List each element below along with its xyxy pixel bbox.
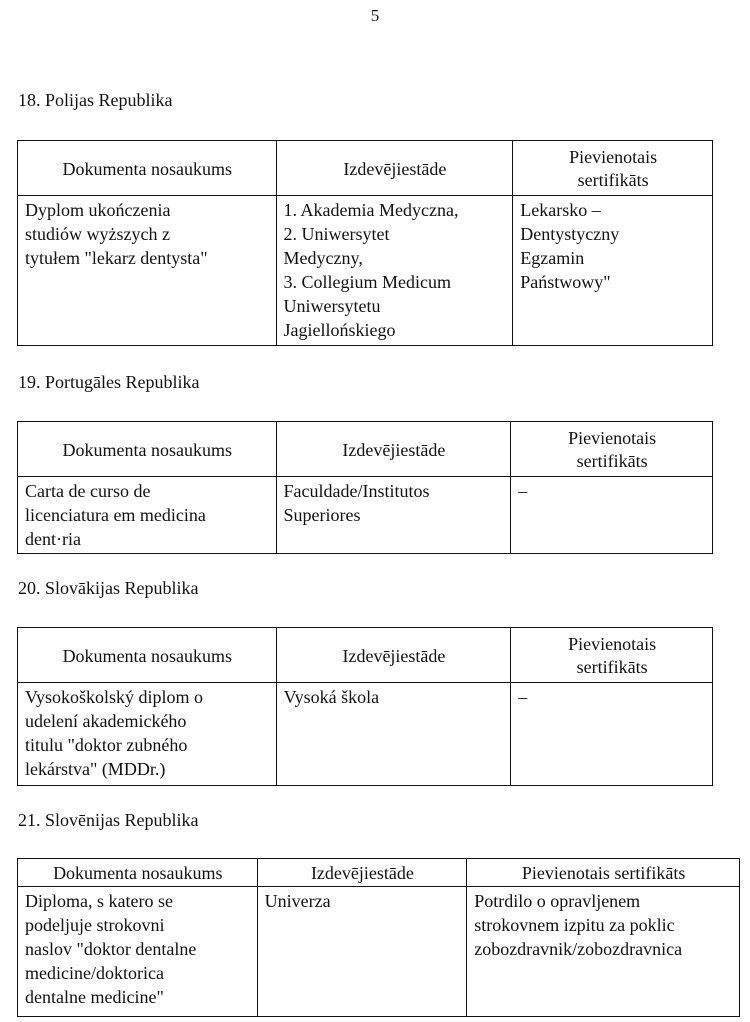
cell-line: Carta de curso de [25, 481, 151, 501]
cell-certificate [511, 477, 713, 554]
section-title-portugal: 19. Portugāles Republika [18, 372, 200, 392]
cell-line: zobozdravnik/zobozdravnica [474, 939, 683, 959]
section-title-slovakia: 20. Slovākijas Republika [18, 578, 199, 598]
cell-document-name [18, 887, 258, 1017]
table-row [18, 196, 713, 346]
page-number: 5 [370, 6, 380, 25]
table-row [18, 683, 713, 786]
cell-line: udelení akademického [25, 711, 187, 731]
cell-line: Vysoká škola [283, 687, 380, 707]
header-issuer: Izdevējiestāde [276, 141, 513, 196]
header-certificate: Pievienotais sertifikāts [467, 859, 740, 887]
cell-line: 3. Collegium Medicum [283, 272, 452, 292]
table-row [18, 887, 740, 1017]
header-certificate-line: Pievienotais [568, 634, 657, 654]
header-certificate [511, 422, 713, 477]
cell-line: Dentystyczny [520, 224, 620, 244]
cell-line: Medyczny, [283, 248, 363, 268]
cell-line: Univerza [264, 891, 331, 911]
header-certificate [511, 628, 713, 683]
header-certificate-line: Pievienotais [568, 428, 657, 448]
cell-issuer [276, 683, 511, 786]
cell-line: medicine/doktorica [25, 963, 164, 983]
cell-line: dentalne medicine" [25, 987, 164, 1007]
cell-certificate [513, 196, 713, 346]
cell-line: podeljuje strokovni [25, 915, 165, 935]
header-issuer: Izdevējiestāde [276, 628, 511, 683]
section-title-slovenia: 21. Slovēnijas Republika [18, 810, 199, 830]
cell-line: 1. Akademia Medyczna, [283, 200, 459, 220]
cell-line: Uniwersytetu [283, 296, 381, 316]
table-header-row [18, 141, 713, 196]
cell-document-name [18, 196, 277, 346]
header-certificate-line: sertifikāts [576, 657, 648, 677]
cell-line: – [518, 481, 528, 501]
document-table-slovakia [17, 627, 713, 786]
table-header-row [18, 628, 713, 683]
cell-line: Vysokoškolský diplom o [25, 687, 204, 707]
cell-line: Egzamin [520, 248, 585, 268]
cell-line: licenciatura em medicina [25, 505, 206, 525]
cell-line: studiów wyższych z [25, 224, 170, 244]
cell-issuer [276, 196, 513, 346]
document-table-slovenia [17, 858, 740, 1017]
header-document-name: Dokumenta nosaukums [18, 141, 277, 196]
header-certificate-line: sertifikāts [577, 170, 649, 190]
cell-line: Faculdade/Institutos [283, 481, 430, 501]
document-table-poland [17, 140, 713, 346]
cell-line: tytułem "lekarz dentysta" [25, 248, 208, 268]
header-document-name: Dokumenta nosaukums [18, 628, 277, 683]
cell-document-name [18, 683, 277, 786]
cell-certificate [467, 887, 740, 1017]
cell-line: Superiores [283, 505, 361, 525]
cell-line: Dyplom ukończenia [25, 200, 171, 220]
header-certificate-line: Pievienotais [569, 147, 658, 167]
cell-line: titulu "doktor zubného [25, 735, 188, 755]
cell-line: Jagiellońskiego [283, 320, 396, 340]
cell-line: Lekarsko – [520, 200, 601, 220]
cell-line: lekárstva" (MDDr.) [25, 759, 166, 779]
cell-issuer [257, 887, 467, 1017]
document-table-portugal [17, 421, 713, 554]
table-header-row [18, 859, 740, 887]
header-document-name: Dokumenta nosaukums [18, 859, 258, 887]
cell-document-name [18, 477, 277, 554]
cell-line: Potrdilo o opravljenem [474, 891, 641, 911]
header-certificate-line: sertifikāts [576, 451, 648, 471]
table-header-row [18, 422, 713, 477]
header-issuer: Izdevējiestāde [257, 859, 467, 887]
header-document-name: Dokumenta nosaukums [18, 422, 277, 477]
cell-line: Diploma, s katero se [25, 891, 173, 911]
cell-line: Państwowy" [520, 272, 611, 292]
cell-certificate [511, 683, 713, 786]
cell-line: dent·ria [25, 529, 81, 549]
section-title-poland: 18. Polijas Republika [18, 90, 173, 110]
cell-issuer [276, 477, 511, 554]
header-issuer: Izdevējiestāde [276, 422, 511, 477]
cell-line: strokovnem izpitu za poklic [474, 915, 675, 935]
header-certificate [513, 141, 713, 196]
table-row [18, 477, 713, 554]
cell-line: naslov "doktor dentalne [25, 939, 197, 959]
cell-line: – [518, 687, 528, 707]
cell-line: 2. Uniwersytet [283, 224, 390, 244]
